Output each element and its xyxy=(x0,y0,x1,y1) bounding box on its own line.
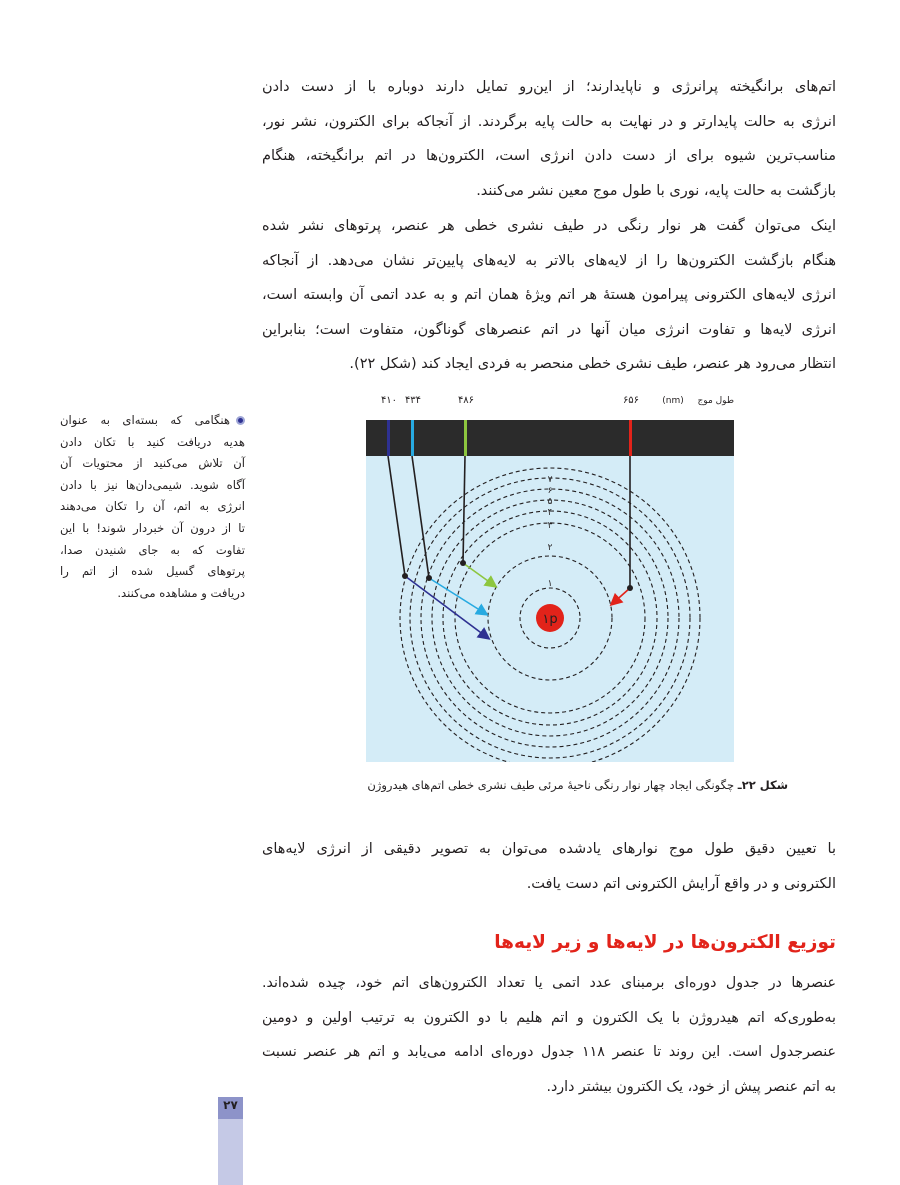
page-number: ۲۷ xyxy=(223,1098,238,1112)
level-label-3: ۳ xyxy=(547,521,553,531)
text-line: بازگشت به حالت پایه، نوری با طول موج معین نشر می‌کنند. xyxy=(476,182,836,199)
axis-title: طول موج xyxy=(697,396,734,406)
side-note-line: دریافت و مشاهده می‌کنند. xyxy=(117,585,245,600)
page-tab xyxy=(218,1097,243,1185)
side-note-line: انرژی به اتم، آن را تکان می‌دهند xyxy=(60,499,245,514)
text-line: عنصرجدول است. این روند تا عنصر ۱۱۸ جدول دوره‌ای ادامه می‌یابد و اتم هر عنصر نسبت xyxy=(262,1044,836,1060)
side-note-line: پرتوهای گسیل شده از اتم را xyxy=(60,564,245,579)
level-label-5: ۵ xyxy=(547,497,553,507)
electron-dot xyxy=(627,585,633,591)
text-line: هنگام بازگشت الکترون‌ها را از لایه‌های بالاتر به لایه‌های پایین‌تر نشان می‌دهد. از آنجاکه xyxy=(262,252,836,269)
level-label-4: ۴ xyxy=(547,508,553,518)
text-line: به‌طوری‌که اتم هیدروژن با یک الکترون و اتم هلیم با دو الکترون به ترتیب اولین و دومین xyxy=(262,1009,836,1026)
paragraph-wavelength xyxy=(262,832,836,901)
wavelength-label-410: ۴۱۰ xyxy=(380,395,398,406)
electron-dot xyxy=(426,575,432,581)
side-note-line: آگاه شوید. شیمی‌دان‌ها نیز با دادن xyxy=(60,477,245,492)
caption-text: چگونگی ایجاد چهار نوار رنگی ناحیهٔ مرئی طیف نشری خطی اتم‌های هیدروژن xyxy=(367,778,735,792)
text-line: اتم‌های برانگیخته پرانرژی و ناپایدارند؛ از این‌رو تمایل دارند دوباره با از دست دادن xyxy=(262,79,836,95)
axis-unit: (nm) xyxy=(662,396,684,406)
text-line: انرژی به حالت پایدارتر و در نهایت به حالت پایه برگردند. از آنجاکه برای الکترون، نشر نور، xyxy=(262,113,836,130)
text-line: اینک می‌توان گفت هر نوار رنگی در طیف نشری خطی هر عنصر، پرتوهای نشر شده xyxy=(262,218,836,234)
level-label-7: ۷ xyxy=(547,475,553,485)
nucleus-label: ۱p xyxy=(542,612,558,627)
wavelength-label-486: ۴۸۶ xyxy=(457,395,475,406)
spectral-line-434 xyxy=(411,420,414,456)
figure-caption xyxy=(300,773,788,797)
page-tab-header xyxy=(218,1097,243,1119)
bullet-icon xyxy=(236,416,245,425)
text-line: الکترونی و در واقع آرایش الکترونی اتم دست یافت. xyxy=(526,875,836,892)
text-line: مناسب‌ترین شیوه برای از دست دادن انرژی است، الکترون‌ها در اتم برانگیخته، هنگام xyxy=(262,148,836,164)
electron-dot xyxy=(460,560,466,566)
level-label-6: ۶ xyxy=(547,486,553,496)
spectral-line-656 xyxy=(629,420,632,456)
wavelength-label-656: ۶۵۶ xyxy=(622,395,640,406)
side-note-line: آن تلاش می‌کنید از محتویات آن xyxy=(60,456,245,471)
hydrogen-spectrum-figure xyxy=(360,388,740,763)
text-line: انرژی لایه‌های الکترونی پیرامون هستهٔ هر اتم ویژهٔ همان اتم و به عدد اتمی آن وابسته است، xyxy=(262,287,836,303)
wavelength-label-434: ۴۳۴ xyxy=(404,395,422,406)
paragraph-excited-atoms xyxy=(262,70,836,208)
text-line: انرژی لایه‌ها و تفاوت انرژی میان آنها در اتم عنصرهای گوناگون، متفاوت است؛ بنابراین xyxy=(262,321,836,338)
figure-background xyxy=(366,420,734,762)
text-line: عنصرها در جدول دوره‌ای برمبنای عدد اتمی یا تعداد الکترون‌های اتم خود، چیده شده‌اند. xyxy=(262,975,836,991)
electron-dot xyxy=(402,573,408,579)
spectrum-bar xyxy=(366,420,734,456)
section-heading: توزیع الکترون‌ها در لایه‌ها و زیر لایه‌ها xyxy=(494,932,836,953)
level-label-2: ۲ xyxy=(547,543,553,553)
caption-label: شکل ۲۲ـ xyxy=(737,778,788,792)
side-note-line: هنگامی که بسته‌ای به عنوان xyxy=(60,410,245,432)
spectral-line-410 xyxy=(387,420,390,456)
text-line: به اتم عنصر پیش از خود، یک الکترون بیشتر دارد. xyxy=(546,1078,836,1095)
side-note xyxy=(60,410,245,604)
side-note-line: هدیه دریافت کنید با تکان دادن xyxy=(60,434,245,449)
side-note-line: تفاوت که به جای شنیدن صدا، xyxy=(60,542,245,557)
level-label-1: ۱ xyxy=(547,579,553,589)
text-line: با تعیین دقیق طول موج نوارهای یادشده می‌توان به تصویر دقیقی از انرژی لایه‌های xyxy=(262,841,836,857)
side-note-line: تا از درون آن خبردار شوند! با این xyxy=(60,520,245,535)
paragraph-periodic-table xyxy=(262,966,836,1104)
spectral-line-486 xyxy=(464,420,467,456)
text-line: انتظار می‌رود هر عنصر، طیف نشری خطی منحصر به فردی ایجاد کند (شکل ۲۲). xyxy=(349,356,836,372)
paragraph-emission-spectrum xyxy=(262,209,836,382)
